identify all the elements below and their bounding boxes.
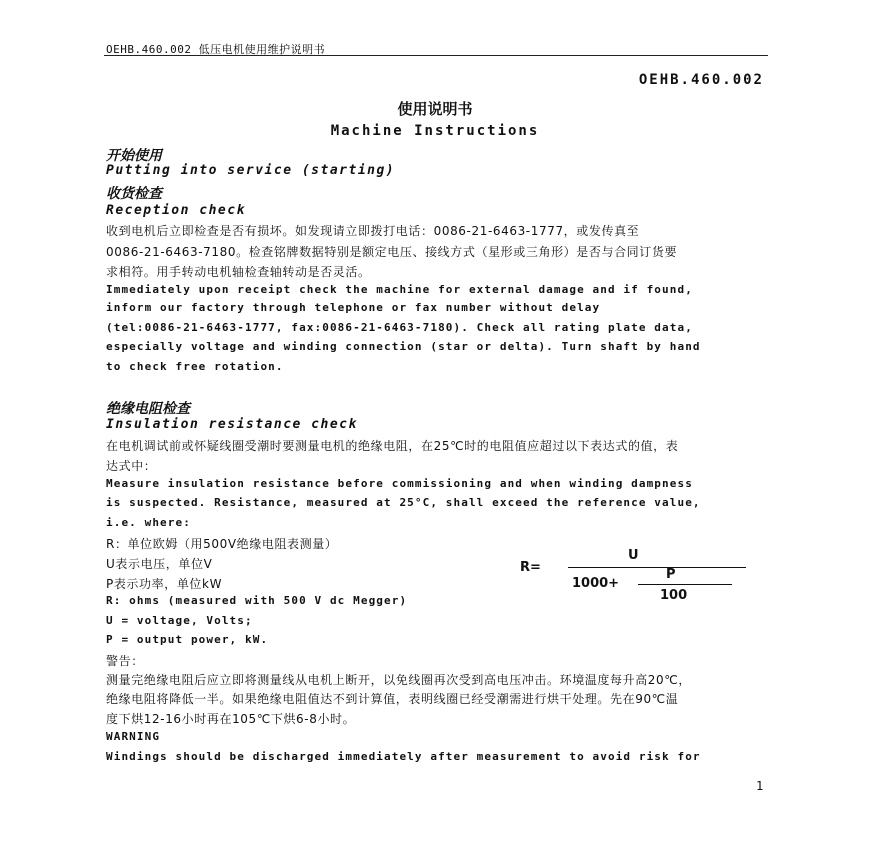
definition-line: R: ohms (measured with 500 V dc Megger): [106, 594, 408, 607]
warning-label-en: WARNING: [106, 730, 161, 743]
reception-en-line: Immediately upon receipt check the machine for external damage and if found,: [106, 283, 693, 296]
reception-en-line: inform our factory through telephone or fax number without delay: [106, 301, 601, 314]
title-english: Machine Instructions: [330, 123, 540, 139]
resistance-formula: [520, 548, 740, 608]
insulation-heading-en: Insulation resistance check: [106, 417, 358, 432]
insulation-cn-line: 在电机调试前或怀疑线圈受潮时要测量电机的绝缘电阻，在25℃时的电阻值应超过以下表达式的值，表: [106, 439, 679, 453]
warning-en-line: Windings should be discharged immediately after measurement to avoid risk for: [106, 750, 701, 763]
formula-lhs: R=: [520, 560, 541, 575]
insulation-en-line: i.e. where:: [106, 516, 191, 529]
reception-heading-cn: 收货检查: [106, 186, 162, 202]
formula-inner-denominator: 100: [660, 588, 688, 603]
reception-heading-en: Reception check: [106, 203, 246, 218]
definition-line: R：单位欧姆（用500V绝缘电阻表测量）: [106, 537, 338, 551]
formula-inner-fraction-bar: [638, 584, 732, 585]
insulation-en-line: Measure insulation resistance before commissioning and when winding dampness: [106, 477, 693, 490]
reception-cn-line: 收到电机后立即检查是否有损坏。如发现请立即拨打电话：0086-21-6463-1777，或发传真至: [106, 224, 640, 238]
formula-numerator: U: [628, 548, 639, 563]
page-number: 1: [756, 779, 764, 793]
reception-en-line: (tel:0086-21-6463-1777, fax:0086-21-6463-7180). Check all rating plate data,: [106, 321, 693, 334]
header-rule: [104, 55, 768, 56]
definition-line: U表示电压，单位V: [106, 557, 213, 571]
section-heading-en: Putting into service (starting): [106, 163, 396, 178]
reception-cn-line: 0086-21-6463-7180。检查铭牌数据特别是额定电压、接线方式（星形或三角形）是否与合同订货要: [106, 245, 678, 259]
warning-label-cn: 警告：: [106, 654, 144, 668]
insulation-heading-cn: 绝缘电阻检查: [106, 401, 190, 417]
formula-fraction-bar: [568, 567, 746, 568]
definition-line: P = output power, kW.: [106, 633, 269, 646]
document-number: OEHB.460.002: [638, 72, 764, 88]
insulation-cn-line: 达式中：: [106, 459, 157, 473]
reception-en-line: to check free rotation.: [106, 360, 284, 373]
reception-en-line: especially voltage and winding connection (star or delta). Turn shaft by hand: [106, 340, 701, 353]
section-heading-cn: 开始使用: [106, 148, 162, 164]
formula-denominator-prefix: 1000+: [572, 576, 620, 591]
running-header: OEHB.460.002 低压电机使用维护说明书: [106, 43, 326, 56]
reception-cn-line: 求相符。用手转动电机轴检查轴转动是否灵活。: [106, 265, 371, 279]
warning-cn-line: 绝缘电阻将降低一半。如果绝缘电阻值达不到计算值，表明线圈已经受潮需进行烘干处理。先在90℃温: [106, 692, 679, 706]
insulation-en-line: is suspected. Resistance, measured at 25°C, shall exceed the reference value,: [106, 496, 701, 509]
definition-line: U = voltage, Volts;: [106, 614, 253, 627]
warning-cn-line: 度下烘12-16小时再在105℃下烘6-8小时。: [106, 712, 356, 726]
formula-inner-numerator: P: [666, 567, 676, 582]
title-chinese: 使用说明书: [397, 100, 473, 118]
definition-line: P表示功率，单位kW: [106, 577, 223, 591]
warning-cn-line: 测量完绝缘电阻后应立即将测量线从电机上断开，以免线圈再次受到高电压冲击。环境温度每升高20℃，: [106, 673, 691, 687]
